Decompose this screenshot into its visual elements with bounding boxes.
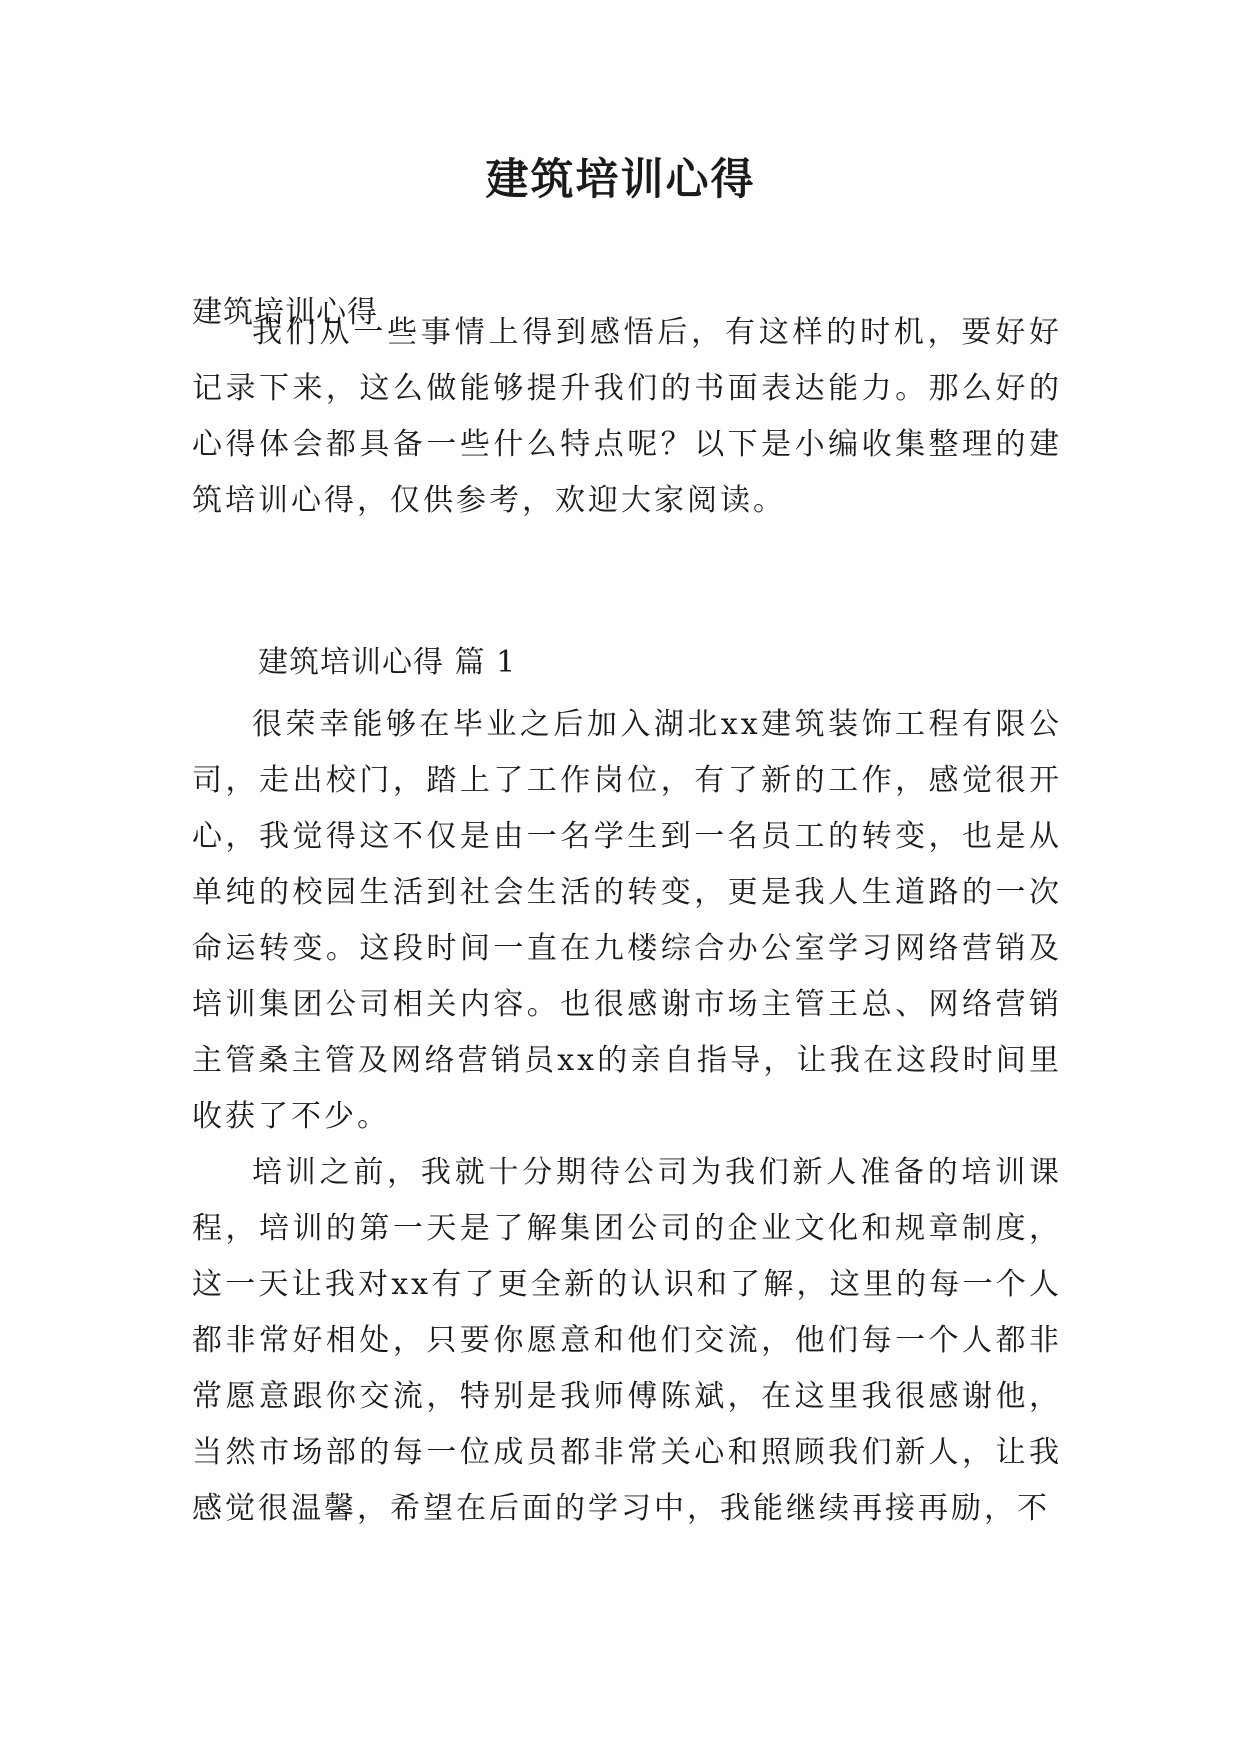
- section-body: [192, 697, 1062, 1537]
- body-paragraph-1: 很荣幸能够在毕业之后加入湖北xx建筑装饰工程有限公司，走出校门，踏上了工作岗位，有了新的工作，感觉很开心，我觉得这不仅是由一名学生到一名员工的转变，也是从单纯的校园生活到社会生活的转变，更是我人生道路的一次命运转变。这段时间一直在九楼综合办公室学习网络营销及培训集团公司相关内容。也很感谢市场主管王总、网络营销主管桑主管及网络营销员xx的亲自指导，让我在这段时间里收获了不少。: [192, 707, 1062, 1134]
- document-title: 建筑培训心得: [485, 155, 756, 205]
- intro-block: [192, 305, 1062, 529]
- section-heading: 建筑培训心得 篇 1: [258, 645, 517, 680]
- body-paragraph-2: 培训之前，我就十分期待公司为我们新人准备的培训课程，培训的第一天是了解集团公司的企业文化和规章制度，这一天让我对xx有了更全新的认识和了解，这里的每一个人都非常好相处，只要你愿意和他们交流，他们每一个人都非常愿意跟你交流，特别是我师傅陈斌，在这里我很感谢他，当然市场部的每一位成员都非常关心和照顾我们新人，让我感觉很温馨，希望在后面的学习中，我能继续再接再励，不: [192, 1155, 1062, 1526]
- intro-paragraph: 我们从一些事情上得到感悟后，有这样的时机，要好好记录下来，这么做能够提升我们的书面表达能力。那么好的心得体会都具备一些什么特点呢？以下是小编收集整理的建筑培训心得，仅供参考，欢迎大家阅读。: [192, 315, 1062, 518]
- document-label: 建筑培训心得: [192, 295, 378, 330]
